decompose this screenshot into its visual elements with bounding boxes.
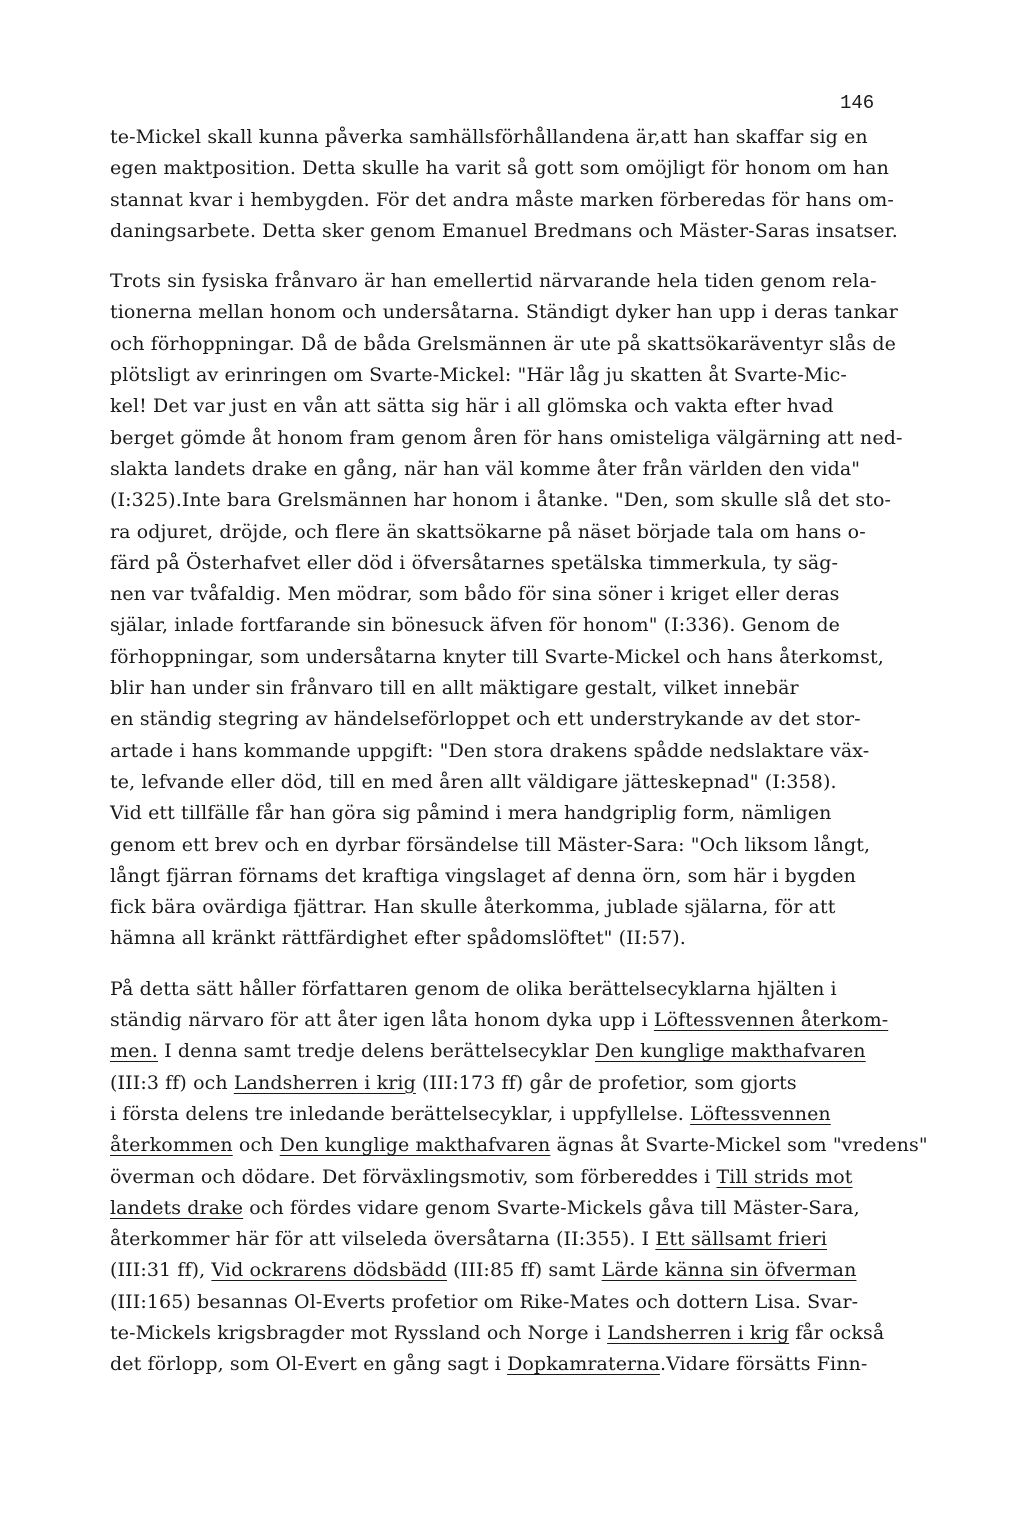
- underlined-title: men.: [110, 1040, 158, 1063]
- underlined-title: landets drake: [110, 1196, 244, 1219]
- text-line: berget gömde åt honom fram genom åren för hans omisteliga välgärning att ned-: [110, 426, 903, 449]
- paragraph-2: [110, 266, 970, 955]
- text-line: blir han under sin frånvaro till en allt mäktigare gestalt, vilket innebär: [110, 677, 799, 700]
- page-number: 146: [840, 92, 875, 114]
- text-segment: På detta sätt håller författaren genom de olika berättelsecyklarna hjälten i: [110, 977, 837, 1000]
- text-line: Trots sin fysiska frånvaro är han emellertid närvarande hela tiden genom rela-: [110, 270, 877, 293]
- text-line: långt fjärran förnams det kraftiga vingslaget af denna örn, som här i bygden: [110, 864, 856, 887]
- text-line: och förhoppningar. Då de båda Grelsmännen är ute på skattsökaräventyr slås de: [110, 332, 896, 355]
- text-line: [110, 974, 970, 1005]
- underlined-title: Den kunglige makthafvaren: [279, 1134, 551, 1157]
- text-line: tionerna mellan honom och undersåtarna. Ständigt dyker han upp i deras tankar: [110, 301, 898, 324]
- text-line: [110, 1193, 970, 1224]
- underlined-title: Dopkamraterna: [507, 1353, 660, 1376]
- text-line: egen maktposition. Detta skulle ha varit så gott som omöjligt för honom om han: [110, 157, 890, 180]
- text-line: ra odjuret, dröjde, och flere än skattsökarne på näset började tala om hans o-: [110, 520, 866, 543]
- text-segment: får också: [789, 1321, 885, 1344]
- text-line: förhoppningar, som undersåtarna knyter till Svarte-Mickel och hans återkomst,: [110, 645, 884, 668]
- text-line: te, lefvande eller död, till en med åren allt väldigare jätteskepnad" (I:358).: [110, 770, 837, 793]
- text-line: fick bära ovärdiga fjättrar. Han skulle återkomma, jublade själarna, för att: [110, 896, 836, 919]
- text-line: färd på Österhafvet eller död i öfversåtarnes spetälska timmerkula, ty säg-: [110, 551, 839, 574]
- text-line: [110, 1068, 970, 1099]
- text-segment: (III:165) besannas Ol-Everts profetior om Rike-Mates och dottern Lisa. Svar-: [110, 1290, 859, 1313]
- text-segment: överman och dödare. Det förväxlingsmotiv, som förbereddes i: [110, 1165, 717, 1188]
- text-segment: ständig närvaro för att åter igen låta honom dyka upp i: [110, 1009, 654, 1032]
- text-line: [110, 1162, 970, 1193]
- text-line: en ständig stegring av händelseförloppet och ett understrykande av det stor-: [110, 708, 861, 731]
- text-segment: (III:85 ff) samt: [446, 1259, 602, 1282]
- text-line: [110, 1005, 970, 1036]
- underlined-title: Löftessvennen: [690, 1102, 831, 1125]
- underlined-title: Lärde känna sin öfverman: [601, 1259, 857, 1282]
- text-segment: .Vidare försätts Finn-: [660, 1353, 868, 1376]
- text-line: (I:325).Inte bara Grelsmännen har honom i åtanke. "Den, som skulle slå det sto-: [110, 489, 892, 512]
- text-segment: och fördes vidare genom Svarte-Mickels gåva till Mäster-Sara,: [243, 1196, 860, 1219]
- text-line: Vid ett tillfälle får han göra sig påmind i mera handgriplig form, nämligen: [110, 802, 832, 825]
- text-line: slakta landets drake en gång, när han väl komme åter från världen den vida": [110, 457, 861, 480]
- text-segment: (III:173 ff) går de profetior, som gjorts: [415, 1071, 797, 1094]
- text-line: [110, 1349, 970, 1380]
- text-line: nen var tvåfaldig. Men mödrar, som bådo för sina söner i kriget eller deras: [110, 583, 840, 606]
- text-segment: i första delens tre inledande berättelsecyklar, i uppfyllelse.: [110, 1102, 691, 1125]
- text-line: hämna all kränkt rättfärdighet efter spådomslöftet" (II:57).: [110, 927, 686, 950]
- text-segment: och: [232, 1134, 280, 1157]
- text-segment: återkommer här för att vilseleda översåtarna (II:355). I: [110, 1228, 656, 1251]
- text-line: [110, 1255, 970, 1286]
- underlined-title: Den kunglige makthafvaren: [594, 1040, 866, 1063]
- paragraph-1: [110, 122, 970, 247]
- underlined-title: Vid ockrarens dödsbädd: [211, 1259, 447, 1282]
- underlined-title: Landsherren i krig: [233, 1071, 416, 1094]
- text-line: artade i hans kommande uppgift: "Den stora drakens spådde nedslaktare väx-: [110, 739, 870, 762]
- text-segment: te-Mickels krigsbragder mot Ryssland och Norge i: [110, 1321, 608, 1344]
- text-line: [110, 1130, 970, 1161]
- text-line: [110, 1287, 970, 1318]
- text-segment: (III:3 ff) och: [110, 1071, 234, 1094]
- underlined-title: Landsherren i krig: [607, 1321, 790, 1344]
- text-line: te-Mickel skall kunna påverka samhällsförhållandena är,att han skaffar sig en: [110, 126, 868, 148]
- text-line: genom ett brev och en dyrbar försändelse till Mäster-Sara: "Och liksom långt,: [110, 833, 871, 856]
- text-line: själar, inlade fortfarande sin bönesuck äfven för honom" (I:336). Genom de: [110, 614, 841, 637]
- underlined-title: Löftessvennen återkom-: [653, 1009, 889, 1032]
- text-line: [110, 1099, 970, 1130]
- text-line: [110, 1224, 970, 1255]
- text-line: plötsligt av erinringen om Svarte-Mickel: "Här låg ju skatten åt Svarte-Mic-: [110, 364, 847, 387]
- underlined-title: återkommen: [110, 1134, 233, 1157]
- text-line: daningsarbete. Detta sker genom Emanuel Bredmans och Mäster-Saras insatser.: [110, 219, 898, 242]
- text-line: [110, 1036, 970, 1067]
- text-segment: ägnas åt Svarte-Mickel som "vredens": [550, 1134, 928, 1157]
- text-line: kel! Det var just en vån att sätta sig här i all glömska och vakta efter hvad: [110, 395, 834, 418]
- body-text: [110, 122, 970, 1400]
- text-segment: I denna samt tredje delens berättelsecyklar: [157, 1040, 595, 1063]
- text-segment: (III:31 ff),: [110, 1259, 212, 1282]
- underlined-title: Ett sällsamt frieri: [655, 1228, 828, 1251]
- paragraph-3: [110, 974, 970, 1381]
- text-line: [110, 1318, 970, 1349]
- text-line: stannat kvar i hembygden. För det andra måste marken förberedas för hans om-: [110, 188, 894, 211]
- text-segment: det förlopp, som Ol-Evert en gång sagt i: [110, 1353, 508, 1376]
- underlined-title: Till strids mot: [716, 1165, 853, 1188]
